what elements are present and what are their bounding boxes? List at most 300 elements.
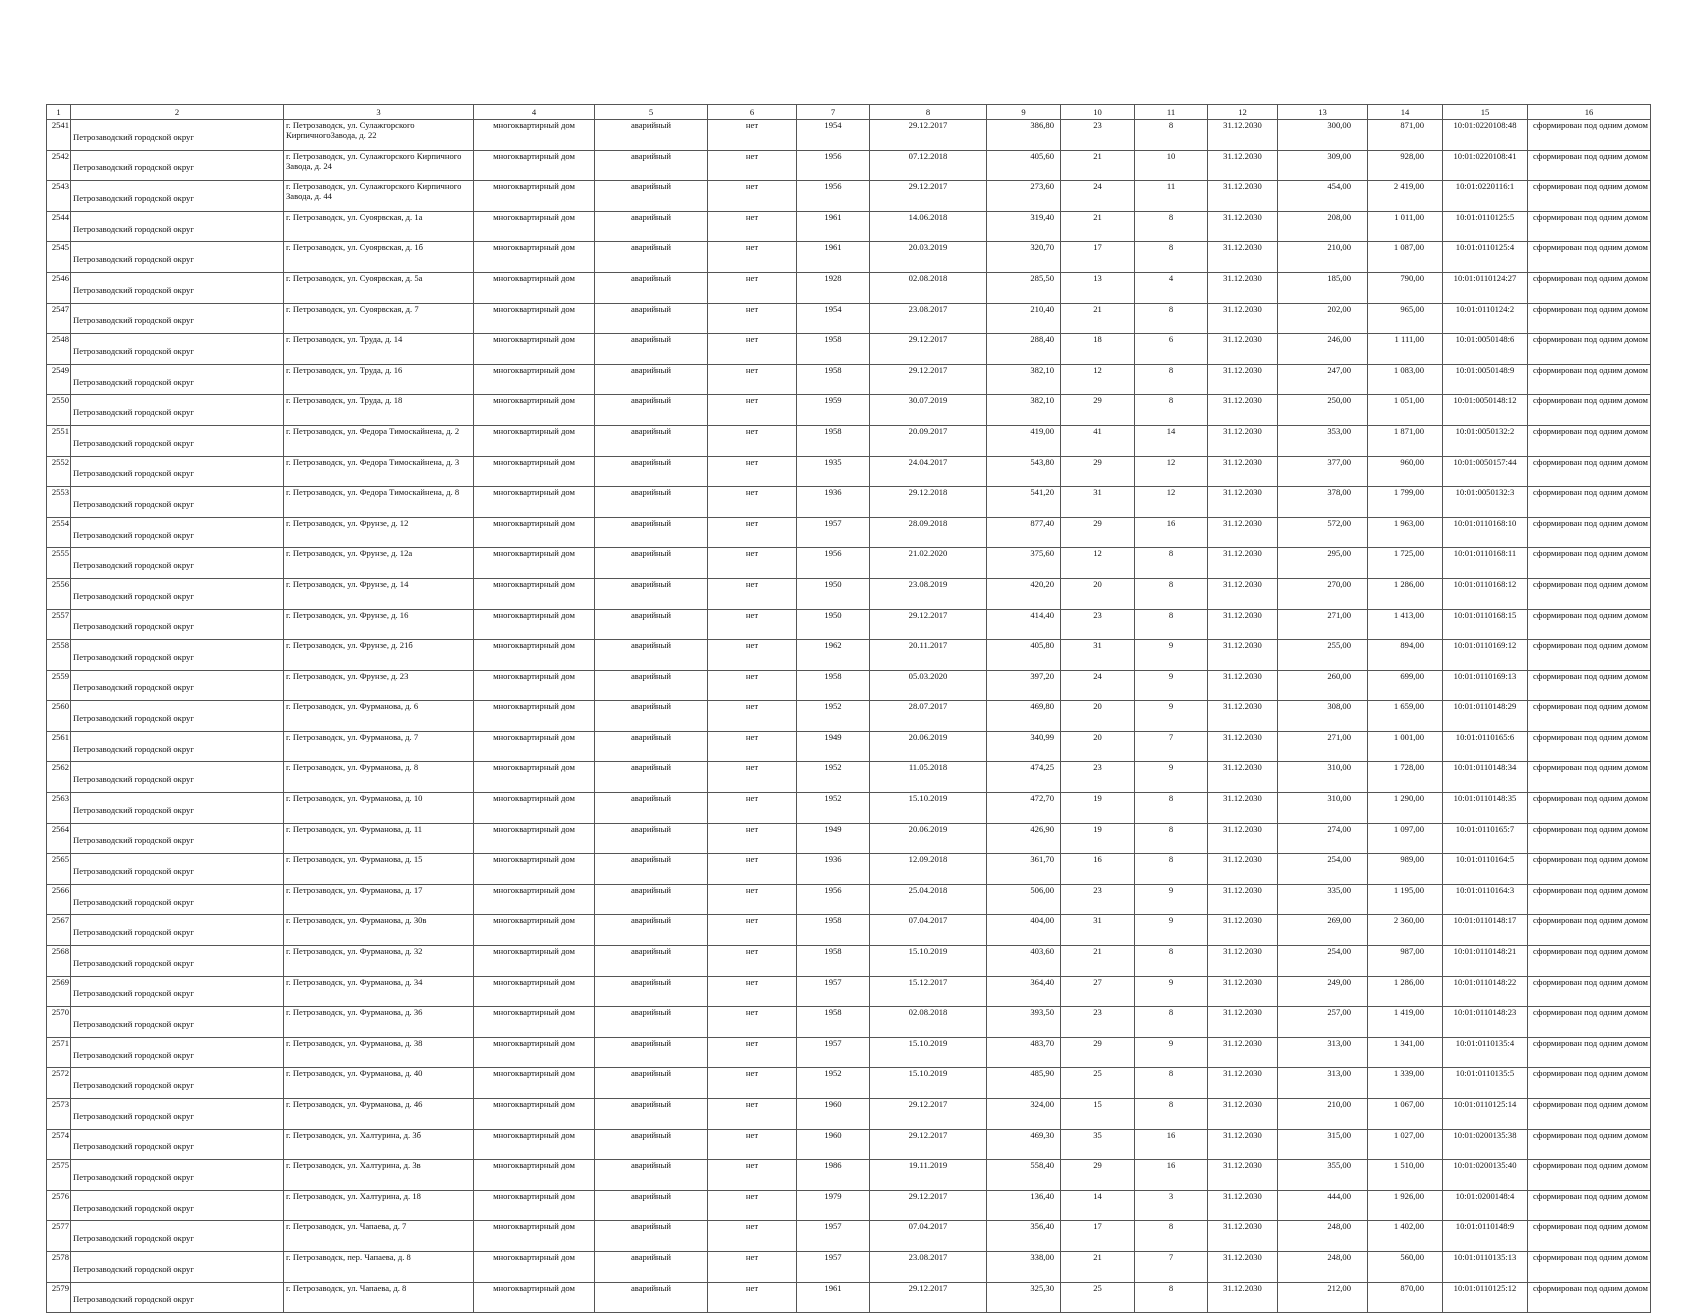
cell-extra-flag: нет [708, 272, 797, 303]
cell-area: 393,50 [987, 1007, 1061, 1038]
cell-residents: 13 [1061, 272, 1135, 303]
cell-extra-flag: нет [708, 884, 797, 915]
cell-residents: 31 [1061, 640, 1135, 671]
cell-deadline: 31.12.2030 [1208, 242, 1278, 273]
cell-cost-total: 989,00 [1368, 854, 1443, 885]
cell-building-type: многоквартирный дом [474, 670, 595, 701]
cell-address: г. Петрозаводск, ул. Фрунзе, д. 23 [284, 670, 474, 701]
cell-cost: 377,00 [1278, 456, 1368, 487]
cell-municipality: Петрозаводский городской округ [71, 548, 284, 579]
cell-recognition-date: 15.10.2019 [870, 1037, 987, 1068]
cell-cost-total: 560,00 [1368, 1251, 1443, 1282]
cell-deadline: 31.12.2030 [1208, 548, 1278, 579]
cell-cost-total: 1 659,00 [1368, 701, 1443, 732]
table-row [47, 854, 1651, 885]
cell-area: 541,20 [987, 487, 1061, 518]
cell-row-number: 2577 [47, 1221, 71, 1252]
cell-apartments: 8 [1135, 854, 1208, 885]
cell-area: 210,40 [987, 303, 1061, 334]
cell-building-type: многоквартирный дом [474, 762, 595, 793]
table-body [47, 105, 1651, 1313]
cell-extra-flag: нет [708, 793, 797, 824]
cell-build-year: 1952 [797, 793, 870, 824]
cell-deadline: 31.12.2030 [1208, 1251, 1278, 1282]
cell-cost: 572,00 [1278, 517, 1368, 548]
cell-residents: 23 [1061, 609, 1135, 640]
cell-building-type: многоквартирный дом [474, 915, 595, 946]
cell-deadline: 31.12.2030 [1208, 150, 1278, 181]
cell-municipality: Петрозаводский городской округ [71, 303, 284, 334]
cell-municipality: Петрозаводский городской округ [71, 854, 284, 885]
cell-build-year: 1954 [797, 120, 870, 151]
cell-area: 426,90 [987, 823, 1061, 854]
cell-area: 338,00 [987, 1251, 1061, 1282]
cell-cost-total: 928,00 [1368, 150, 1443, 181]
cell-land-status: сформирован под одним домом [1528, 242, 1651, 273]
column-header: 12 [1208, 105, 1278, 120]
cell-extra-flag: нет [708, 1160, 797, 1191]
table-row [47, 1129, 1651, 1160]
cell-deadline: 31.12.2030 [1208, 1190, 1278, 1221]
cell-extra-flag: нет [708, 120, 797, 151]
cell-cost-total: 1 871,00 [1368, 425, 1443, 456]
cell-recognition-date: 11.05.2018 [870, 762, 987, 793]
cell-apartments: 9 [1135, 640, 1208, 671]
cell-cost: 295,00 [1278, 548, 1368, 579]
cell-address: г. Петрозаводск, ул. Труда, д. 14 [284, 334, 474, 365]
cell-extra-flag: нет [708, 425, 797, 456]
cell-build-year: 1957 [797, 1221, 870, 1252]
cell-apartments: 9 [1135, 701, 1208, 732]
cell-cost: 444,00 [1278, 1190, 1368, 1221]
cell-cadastral-number: 10:01:0110135:5 [1443, 1068, 1528, 1099]
cell-area: 403,60 [987, 946, 1061, 977]
cell-cost-total: 1 286,00 [1368, 976, 1443, 1007]
cell-apartments: 8 [1135, 1099, 1208, 1130]
cell-build-year: 1960 [797, 1099, 870, 1130]
column-header: 8 [870, 105, 987, 120]
cell-build-year: 1961 [797, 211, 870, 242]
cell-building-type: многоквартирный дом [474, 334, 595, 365]
cell-address: г. Петрозаводск, ул. Суоярвская, д. 7 [284, 303, 474, 334]
cell-land-status: сформирован под одним домом [1528, 1251, 1651, 1282]
cell-address: г. Петрозаводск, ул. Чапаева, д. 8 [284, 1282, 474, 1313]
cell-building-type: многоквартирный дом [474, 609, 595, 640]
cell-extra-flag: нет [708, 242, 797, 273]
cell-municipality: Петрозаводский городской округ [71, 609, 284, 640]
cell-extra-flag: нет [708, 548, 797, 579]
cell-area: 506,00 [987, 884, 1061, 915]
table-row [47, 1282, 1651, 1313]
column-header: 15 [1443, 105, 1528, 120]
cell-deadline: 31.12.2030 [1208, 1282, 1278, 1313]
cell-cost-total: 1 799,00 [1368, 487, 1443, 518]
cell-apartments: 10 [1135, 150, 1208, 181]
cell-cost: 270,00 [1278, 578, 1368, 609]
cell-recognition-date: 05.03.2020 [870, 670, 987, 701]
table-row [47, 487, 1651, 518]
cell-condition: аварийный [595, 456, 708, 487]
cell-row-number: 2542 [47, 150, 71, 181]
cell-land-status: сформирован под одним домом [1528, 364, 1651, 395]
cell-cost: 254,00 [1278, 854, 1368, 885]
column-header: 11 [1135, 105, 1208, 120]
cell-row-number: 2579 [47, 1282, 71, 1313]
cell-build-year: 1957 [797, 1037, 870, 1068]
cell-residents: 17 [1061, 242, 1135, 273]
cell-cadastral-number: 10:01:0110124:27 [1443, 272, 1528, 303]
cell-condition: аварийный [595, 884, 708, 915]
column-header: 16 [1528, 105, 1651, 120]
cell-extra-flag: нет [708, 395, 797, 426]
cell-recognition-date: 28.09.2018 [870, 517, 987, 548]
cell-area: 472,70 [987, 793, 1061, 824]
cell-deadline: 31.12.2030 [1208, 884, 1278, 915]
cell-extra-flag: нет [708, 211, 797, 242]
cell-condition: аварийный [595, 1251, 708, 1282]
cell-building-type: многоквартирный дом [474, 640, 595, 671]
cell-area: 382,10 [987, 395, 1061, 426]
cell-build-year: 1949 [797, 823, 870, 854]
cell-recognition-date: 15.10.2019 [870, 793, 987, 824]
cell-extra-flag: нет [708, 1099, 797, 1130]
table-row [47, 242, 1651, 273]
table-row [47, 425, 1651, 456]
cell-extra-flag: нет [708, 1190, 797, 1221]
cell-condition: аварийный [595, 1068, 708, 1099]
housing-registry-table [46, 104, 1651, 1313]
cell-land-status: сформирован под одним домом [1528, 609, 1651, 640]
cell-municipality: Петрозаводский городской округ [71, 976, 284, 1007]
cell-row-number: 2556 [47, 578, 71, 609]
cell-area: 414,40 [987, 609, 1061, 640]
cell-residents: 29 [1061, 456, 1135, 487]
cell-cost: 313,00 [1278, 1037, 1368, 1068]
cell-cost: 269,00 [1278, 915, 1368, 946]
cell-deadline: 31.12.2030 [1208, 578, 1278, 609]
cell-cost-total: 870,00 [1368, 1282, 1443, 1313]
table-row [47, 609, 1651, 640]
cell-address: г. Петрозаводск, ул. Суоярвская, д. 1а [284, 211, 474, 242]
cell-land-status: сформирован под одним домом [1528, 946, 1651, 977]
cell-municipality: Петрозаводский городской округ [71, 425, 284, 456]
cell-apartments: 8 [1135, 364, 1208, 395]
cell-recognition-date: 20.06.2019 [870, 731, 987, 762]
cell-cost: 247,00 [1278, 364, 1368, 395]
cell-deadline: 31.12.2030 [1208, 120, 1278, 151]
cell-area: 469,80 [987, 701, 1061, 732]
cell-address: г. Петрозаводск, ул. Труда, д. 16 [284, 364, 474, 395]
cell-apartments: 9 [1135, 1037, 1208, 1068]
cell-area: 397,20 [987, 670, 1061, 701]
header-row [47, 105, 1651, 120]
cell-condition: аварийный [595, 1099, 708, 1130]
cell-cost-total: 1 083,00 [1368, 364, 1443, 395]
cell-row-number: 2544 [47, 211, 71, 242]
cell-cost-total: 1 419,00 [1368, 1007, 1443, 1038]
cell-apartments: 8 [1135, 1221, 1208, 1252]
cell-address: г. Петрозаводск, ул. Федора Тимоскайнена, д. 3 [284, 456, 474, 487]
cell-cost: 313,00 [1278, 1068, 1368, 1099]
column-header: 13 [1278, 105, 1368, 120]
cell-cadastral-number: 10:01:0110165:7 [1443, 823, 1528, 854]
cell-cadastral-number: 10:01:0110165:6 [1443, 731, 1528, 762]
cell-building-type: многоквартирный дом [474, 425, 595, 456]
column-header: 7 [797, 105, 870, 120]
table-row [47, 1068, 1651, 1099]
cell-area: 136,40 [987, 1190, 1061, 1221]
cell-area: 285,50 [987, 272, 1061, 303]
cell-deadline: 31.12.2030 [1208, 793, 1278, 824]
cell-residents: 24 [1061, 670, 1135, 701]
cell-residents: 12 [1061, 548, 1135, 579]
cell-cost-total: 1 067,00 [1368, 1099, 1443, 1130]
cell-municipality: Петрозаводский городской округ [71, 1037, 284, 1068]
cell-area: 474,25 [987, 762, 1061, 793]
cell-recognition-date: 19.11.2019 [870, 1160, 987, 1191]
cell-cost: 454,00 [1278, 181, 1368, 212]
cell-residents: 23 [1061, 884, 1135, 915]
table-row [47, 946, 1651, 977]
cell-area: 420,20 [987, 578, 1061, 609]
cell-recognition-date: 15.12.2017 [870, 976, 987, 1007]
cell-recognition-date: 29.12.2017 [870, 1129, 987, 1160]
cell-building-type: многоквартирный дом [474, 487, 595, 518]
cell-condition: аварийный [595, 854, 708, 885]
cell-row-number: 2545 [47, 242, 71, 273]
cell-residents: 20 [1061, 731, 1135, 762]
cell-address: г. Петрозаводск, ул. Сулажгорского КирпичногоЗавода, д. 22 [284, 120, 474, 151]
cell-condition: аварийный [595, 395, 708, 426]
cell-cadastral-number: 10:01:0110124:2 [1443, 303, 1528, 334]
cell-recognition-date: 29.12.2017 [870, 120, 987, 151]
cell-deadline: 31.12.2030 [1208, 395, 1278, 426]
cell-cost: 210,00 [1278, 242, 1368, 273]
cell-building-type: многоквартирный дом [474, 120, 595, 151]
cell-building-type: многоквартирный дом [474, 1190, 595, 1221]
cell-address: г. Петрозаводск, ул. Чапаева, д. 7 [284, 1221, 474, 1252]
cell-build-year: 1957 [797, 1251, 870, 1282]
cell-residents: 29 [1061, 1037, 1135, 1068]
cell-municipality: Петрозаводский городской округ [71, 242, 284, 273]
cell-build-year: 1958 [797, 670, 870, 701]
cell-build-year: 1956 [797, 181, 870, 212]
cell-row-number: 2565 [47, 854, 71, 885]
cell-cost-total: 1 111,00 [1368, 334, 1443, 365]
cell-land-status: сформирован под одним домом [1528, 303, 1651, 334]
cell-municipality: Петрозаводский городской округ [71, 1190, 284, 1221]
column-header: 9 [987, 105, 1061, 120]
table-row [47, 640, 1651, 671]
cell-municipality: Петрозаводский городской округ [71, 793, 284, 824]
cell-address: г. Петрозаводск, ул. Фурманова, д. 6 [284, 701, 474, 732]
cell-residents: 14 [1061, 1190, 1135, 1221]
cell-build-year: 1958 [797, 915, 870, 946]
cell-area: 320,70 [987, 242, 1061, 273]
cell-residents: 25 [1061, 1282, 1135, 1313]
cell-extra-flag: нет [708, 150, 797, 181]
cell-recognition-date: 29.12.2017 [870, 1099, 987, 1130]
cell-address: г. Петрозаводск, ул. Фурманова, д. 40 [284, 1068, 474, 1099]
cell-recognition-date: 07.04.2017 [870, 915, 987, 946]
column-header: 3 [284, 105, 474, 120]
cell-building-type: многоквартирный дом [474, 976, 595, 1007]
cell-cadastral-number: 10:01:0110148:35 [1443, 793, 1528, 824]
cell-cost-total: 1 051,00 [1368, 395, 1443, 426]
cell-residents: 41 [1061, 425, 1135, 456]
cell-cadastral-number: 10:01:0050132:3 [1443, 487, 1528, 518]
cell-cadastral-number: 10:01:0220116:1 [1443, 181, 1528, 212]
cell-row-number: 2557 [47, 609, 71, 640]
cell-cost: 208,00 [1278, 211, 1368, 242]
cell-land-status: сформирован под одним домом [1528, 578, 1651, 609]
cell-area: 361,70 [987, 854, 1061, 885]
cell-recognition-date: 12.09.2018 [870, 854, 987, 885]
cell-address: г. Петрозаводск, ул. Халтурина, д. 3б [284, 1129, 474, 1160]
cell-address: г. Петрозаводск, ул. Суоярвская, д. 5а [284, 272, 474, 303]
cell-building-type: многоквартирный дом [474, 242, 595, 273]
cell-row-number: 2562 [47, 762, 71, 793]
cell-deadline: 31.12.2030 [1208, 762, 1278, 793]
cell-deadline: 31.12.2030 [1208, 1037, 1278, 1068]
table-row [47, 517, 1651, 548]
cell-municipality: Петрозаводский городской округ [71, 701, 284, 732]
cell-residents: 23 [1061, 762, 1135, 793]
cell-cadastral-number: 10:01:0050148:12 [1443, 395, 1528, 426]
cell-cost: 310,00 [1278, 762, 1368, 793]
cell-residents: 31 [1061, 915, 1135, 946]
cell-land-status: сформирован под одним домом [1528, 1037, 1651, 1068]
cell-address: г. Петрозаводск, ул. Суоярвская, д. 1б [284, 242, 474, 273]
cell-address: г. Петрозаводск, ул. Фурманова, д. 34 [284, 976, 474, 1007]
cell-land-status: сформирован под одним домом [1528, 150, 1651, 181]
cell-extra-flag: нет [708, 946, 797, 977]
cell-condition: аварийный [595, 640, 708, 671]
cell-building-type: многоквартирный дом [474, 1160, 595, 1191]
cell-deadline: 31.12.2030 [1208, 1160, 1278, 1191]
cell-building-type: многоквартирный дом [474, 395, 595, 426]
cell-row-number: 2566 [47, 884, 71, 915]
cell-extra-flag: нет [708, 487, 797, 518]
table-row [47, 915, 1651, 946]
table-row [47, 456, 1651, 487]
cell-extra-flag: нет [708, 854, 797, 885]
cell-building-type: многоквартирный дом [474, 1068, 595, 1099]
cell-municipality: Петрозаводский городской округ [71, 1160, 284, 1191]
cell-municipality: Петрозаводский городской округ [71, 517, 284, 548]
cell-recognition-date: 20.11.2017 [870, 640, 987, 671]
cell-building-type: многоквартирный дом [474, 823, 595, 854]
cell-residents: 29 [1061, 395, 1135, 426]
cell-extra-flag: нет [708, 578, 797, 609]
cell-apartments: 14 [1135, 425, 1208, 456]
cell-condition: аварийный [595, 120, 708, 151]
cell-land-status: сформирован под одним домом [1528, 731, 1651, 762]
cell-cost: 185,00 [1278, 272, 1368, 303]
cell-land-status: сформирован под одним домом [1528, 884, 1651, 915]
cell-recognition-date: 23.08.2017 [870, 1251, 987, 1282]
cell-condition: аварийный [595, 487, 708, 518]
cell-extra-flag: нет [708, 731, 797, 762]
cell-apartments: 8 [1135, 548, 1208, 579]
cell-row-number: 2573 [47, 1099, 71, 1130]
cell-cadastral-number: 10:01:0110164:3 [1443, 884, 1528, 915]
cell-address: г. Петрозаводск, пер. Чапаева, д. 8 [284, 1251, 474, 1282]
cell-building-type: многоквартирный дом [474, 211, 595, 242]
cell-residents: 15 [1061, 1099, 1135, 1130]
cell-row-number: 2543 [47, 181, 71, 212]
cell-cost-total: 790,00 [1368, 272, 1443, 303]
cell-address: г. Петрозаводск, ул. Фрунзе, д. 21б [284, 640, 474, 671]
cell-build-year: 1979 [797, 1190, 870, 1221]
cell-recognition-date: 29.12.2017 [870, 1190, 987, 1221]
cell-row-number: 2549 [47, 364, 71, 395]
cell-row-number: 2550 [47, 395, 71, 426]
cell-land-status: сформирован под одним домом [1528, 976, 1651, 1007]
table-row [47, 762, 1651, 793]
cell-row-number: 2548 [47, 334, 71, 365]
cell-extra-flag: нет [708, 1221, 797, 1252]
cell-building-type: многоквартирный дом [474, 578, 595, 609]
cell-row-number: 2558 [47, 640, 71, 671]
cell-apartments: 8 [1135, 1282, 1208, 1313]
cell-cost: 255,00 [1278, 640, 1368, 671]
cell-condition: аварийный [595, 548, 708, 579]
cell-cost-total: 1 510,00 [1368, 1160, 1443, 1191]
cell-deadline: 31.12.2030 [1208, 487, 1278, 518]
cell-extra-flag: нет [708, 1282, 797, 1313]
cell-recognition-date: 29.12.2017 [870, 181, 987, 212]
cell-extra-flag: нет [708, 517, 797, 548]
cell-address: г. Петрозаводск, ул. Фурманова, д. 11 [284, 823, 474, 854]
cell-extra-flag: нет [708, 701, 797, 732]
cell-recognition-date: 29.12.2017 [870, 364, 987, 395]
cell-extra-flag: нет [708, 1068, 797, 1099]
cell-cadastral-number: 10:01:0110125:5 [1443, 211, 1528, 242]
cell-condition: аварийный [595, 1221, 708, 1252]
cell-cost-total: 1 290,00 [1368, 793, 1443, 824]
cell-deadline: 31.12.2030 [1208, 640, 1278, 671]
cell-row-number: 2569 [47, 976, 71, 1007]
cell-land-status: сформирован под одним домом [1528, 762, 1651, 793]
cell-land-status: сформирован под одним домом [1528, 272, 1651, 303]
cell-cadastral-number: 10:01:0050148:9 [1443, 364, 1528, 395]
cell-cost: 249,00 [1278, 976, 1368, 1007]
cell-cost: 202,00 [1278, 303, 1368, 334]
cell-address: г. Петрозаводск, ул. Фурманова, д. 7 [284, 731, 474, 762]
cell-area: 877,40 [987, 517, 1061, 548]
cell-area: 319,40 [987, 211, 1061, 242]
cell-condition: аварийный [595, 915, 708, 946]
cell-build-year: 1960 [797, 1129, 870, 1160]
table-row [47, 701, 1651, 732]
cell-row-number: 2571 [47, 1037, 71, 1068]
cell-land-status: сформирован под одним домом [1528, 395, 1651, 426]
cell-recognition-date: 02.08.2018 [870, 272, 987, 303]
cell-apartments: 9 [1135, 884, 1208, 915]
cell-address: г. Петрозаводск, ул. Сулажгорского Кирпичного Завода, д. 44 [284, 181, 474, 212]
cell-cadastral-number: 10:01:0050132:2 [1443, 425, 1528, 456]
cell-deadline: 31.12.2030 [1208, 303, 1278, 334]
cell-address: г. Петрозаводск, ул. Фрунзе, д. 12а [284, 548, 474, 579]
cell-recognition-date: 23.08.2019 [870, 578, 987, 609]
cell-building-type: многоквартирный дом [474, 946, 595, 977]
cell-cost: 248,00 [1278, 1251, 1368, 1282]
cell-building-type: многоквартирный дом [474, 793, 595, 824]
cell-cost: 212,00 [1278, 1282, 1368, 1313]
table-row [47, 884, 1651, 915]
cell-municipality: Петрозаводский городской округ [71, 364, 284, 395]
